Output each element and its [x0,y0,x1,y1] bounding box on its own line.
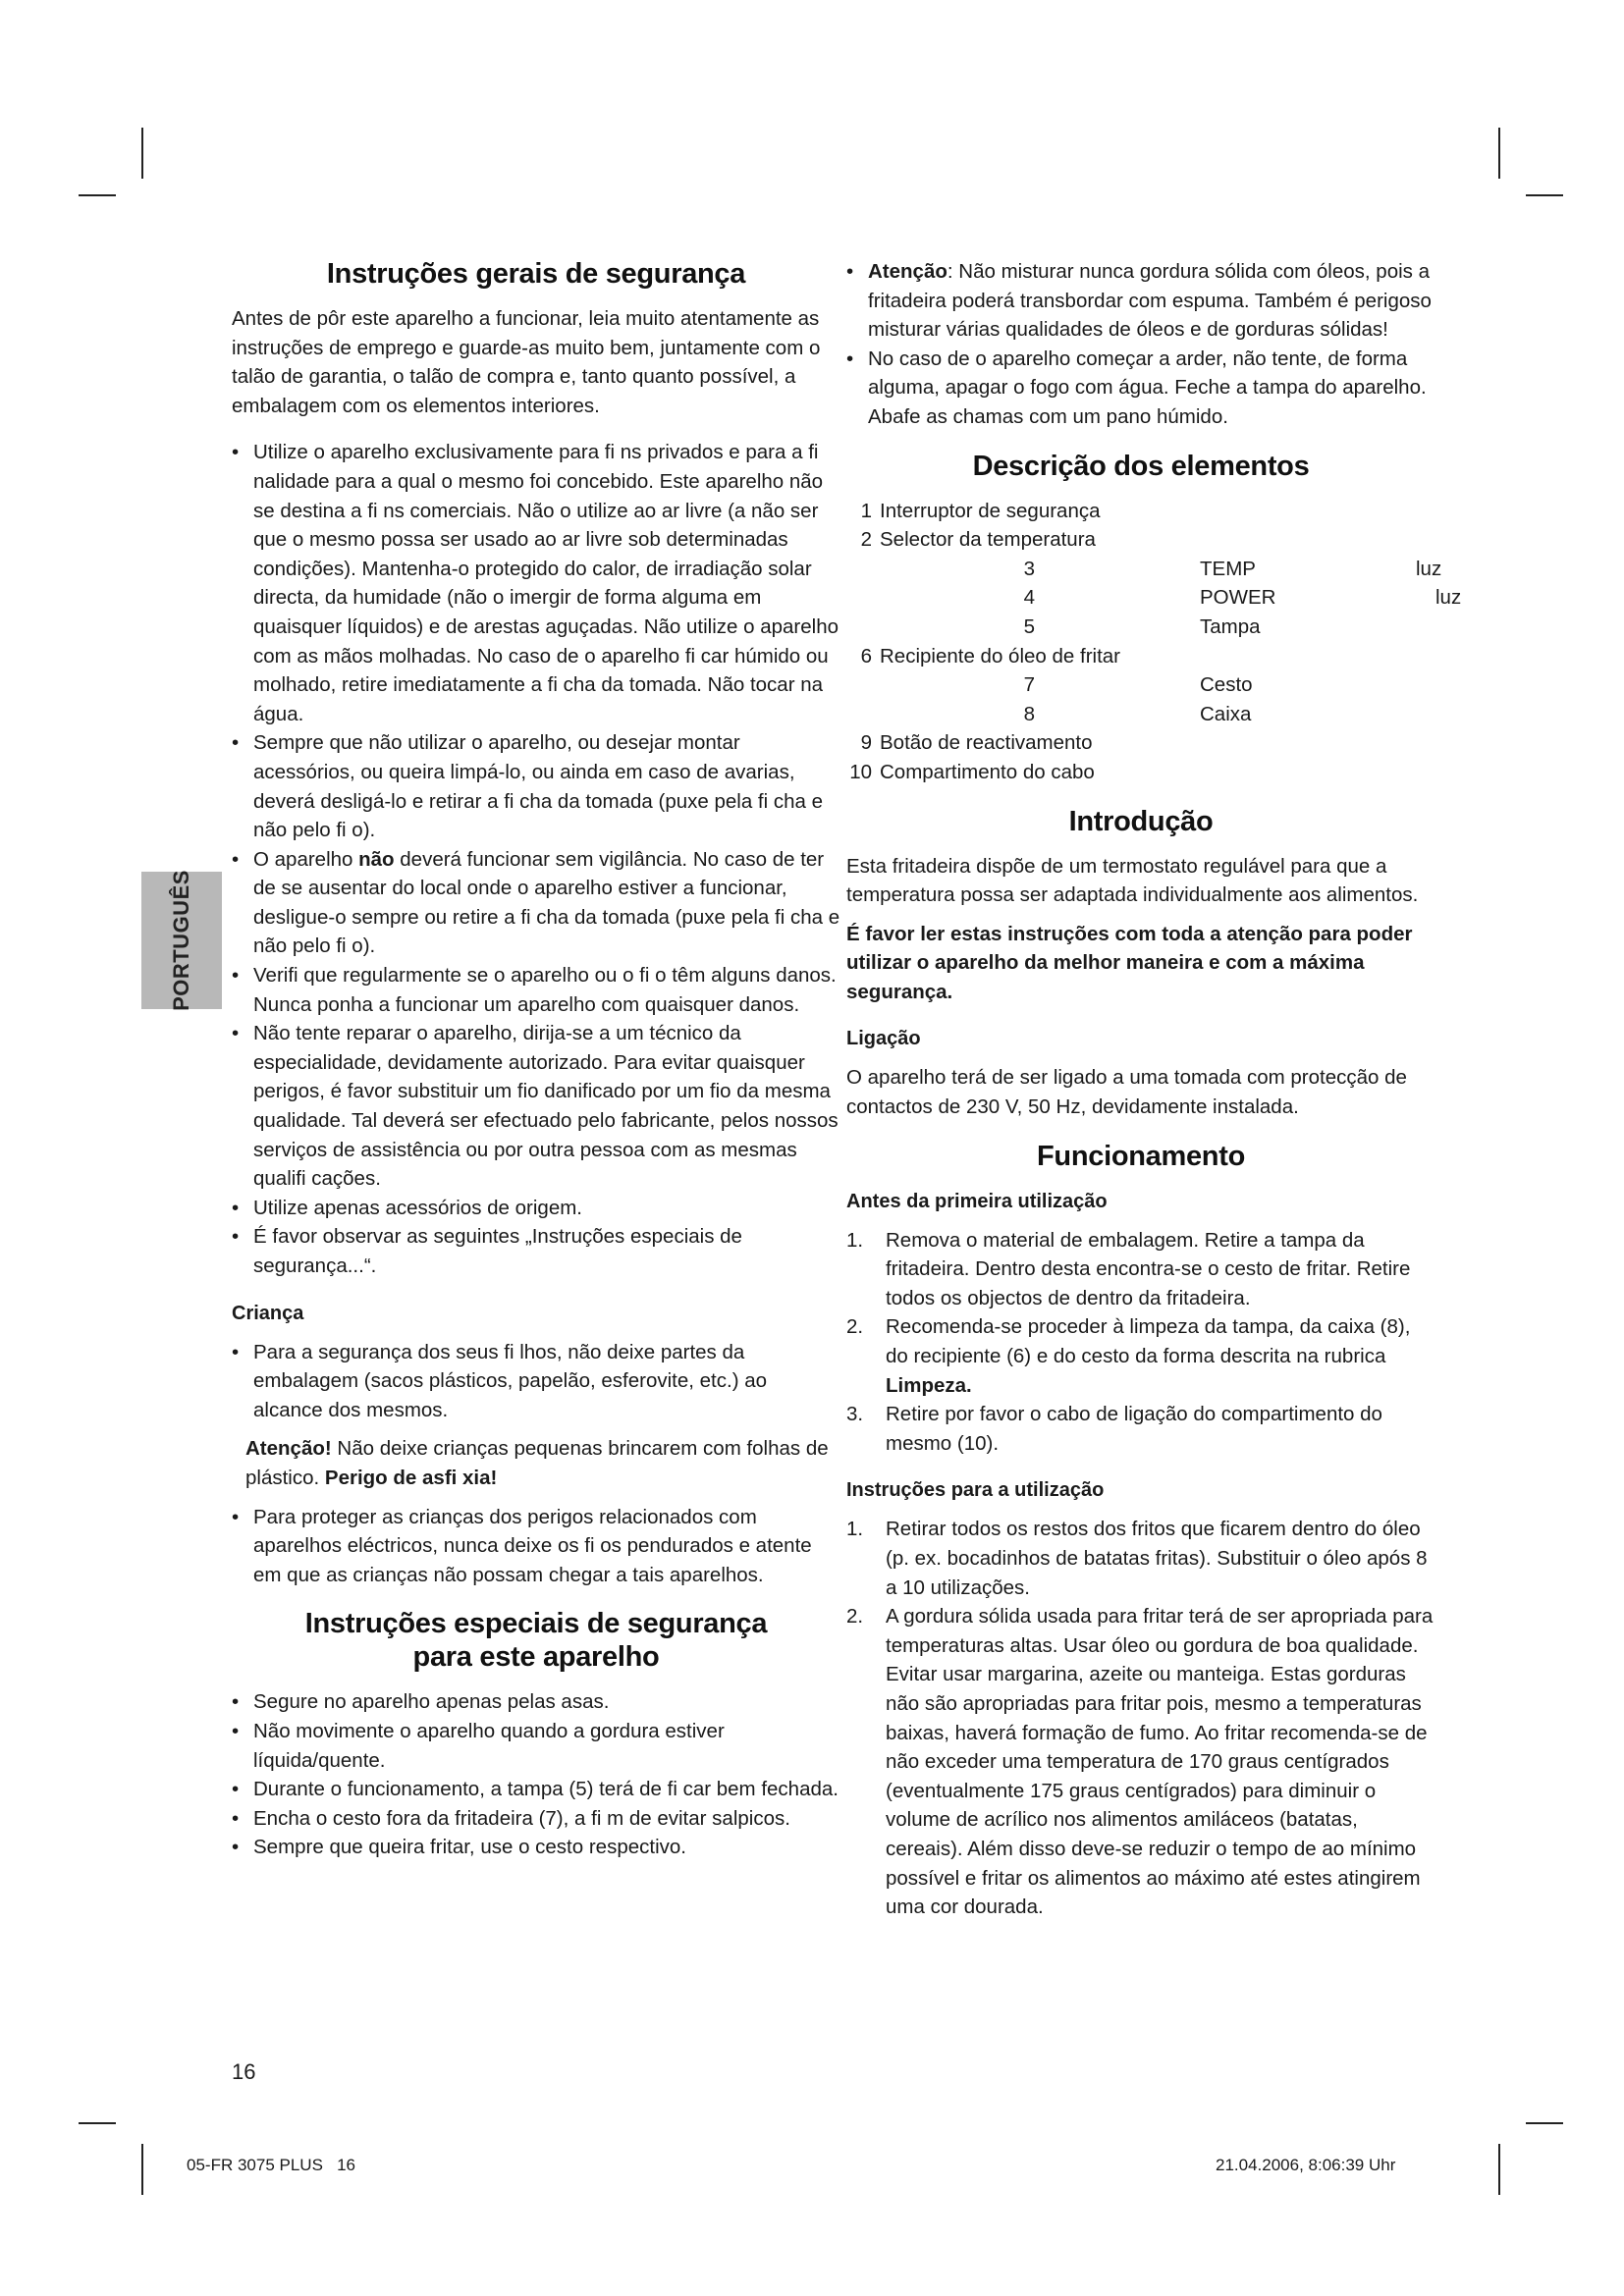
step-number: 2. [846,1315,864,1339]
special-safety-list [232,1687,840,1862]
list-item [846,1602,1435,1922]
suffocation-warning: Perigo de asfi xia! [324,1466,498,1489]
warning-label: Atenção! [245,1437,332,1461]
step-number: 1. [846,1228,864,1252]
language-tab [141,872,222,1009]
supervision-post: deverá funcionar sem vigilância. No caso de ter de se ausentar do local onde o aparelho estiver a funcionar, desligue-o sempre ou retire a fi cha da tomada (puxe pela fi cha e não pelo fi o). [253,847,840,958]
element-label: Selector da temperatura [880,528,1096,552]
list-item [846,758,1435,787]
child-warning [232,1434,840,1492]
elements-list [846,497,1462,787]
list-item: • Utilize apenas acessórios de origem. [232,1194,840,1223]
special-safety-title [232,1607,840,1674]
list-item: • Segure no aparelho apenas pelas asas. [232,1687,840,1717]
language-tab-label: PORTUGUÊS [169,870,193,1011]
list-item [846,1312,1435,1400]
list-item: • Encha o cesto fora da fritadeira (7), a fi m de evitar salpicos. [232,1804,840,1834]
step-bold: Limpeza. [886,1373,972,1397]
list-item: • Não tente reparar o aparelho, dirija-se a um técnico da especialidade, devidamente autorizado. Para evitar quaisquer perigos, é favor substituir um fio danificado por um fio da mesma qualidade. Tal deverá ser efectuado pelo fabricante, pelos nossos serviços de assistência ou por outra pessoa com as mesmas qualifi cações. [232,1019,840,1194]
first-use-steps [846,1226,1435,1459]
element-label: Recipiente do óleo de fritar [880,644,1121,667]
left-column [232,257,840,1862]
element-label: Interruptor de segurança [880,499,1101,522]
step-number: 2. [846,1605,864,1629]
supervision-bold: não [358,847,395,871]
element-number: 7 [1023,673,1035,697]
list-item [846,497,1435,526]
usage-steps [846,1515,1435,1921]
first-use-heading: Antes da primeira utilização [846,1190,1108,1212]
crop-mark [141,2144,143,2195]
list-item [232,845,840,961]
connection-text: O aparelho terá de ser ligado a uma tomada com protecção de contactos de 230 V, 50 Hz, devidamente instalada. [846,1066,1407,1119]
element-number: 4 [1023,586,1035,610]
step-text: Remova o material de embalagem. Retire a tampa da fritadeira. Dentro desta encontra-se o cesto de fritar. Retire todos os objectos de dentro da fritadeira. [886,1228,1411,1309]
list-item [846,257,1435,345]
element-number: 9 [860,731,872,755]
list-item [846,555,1442,584]
attention-text: : Não misturar nunca gordura sólida com óleos, pois a fritadeira poderá transbordar com espuma. Também é perigoso misturar várias qualidades de óleos e de gorduras sólidas! [868,260,1432,342]
list-item: • Sempre que queira fritar, use o cesto respectivo. [232,1833,840,1862]
crop-mark [141,128,143,179]
list-item [846,642,1435,671]
usage-heading: Instruções para a utilização [846,1479,1105,1502]
list-item [846,1515,1435,1602]
connection-heading: Ligação [846,1028,921,1050]
element-number: 3 [1023,557,1035,580]
page-number: 16 [232,2059,256,2084]
element-code: TEMP [1200,557,1256,580]
attention-label: Atenção [868,260,947,283]
list-item [846,583,1462,613]
element-code: Tampa [1200,614,1261,638]
list-item [846,525,1435,555]
child-list [232,1338,840,1425]
crop-mark [79,2122,116,2124]
step-number: 1. [846,1518,864,1541]
general-safety-list [232,438,840,1280]
element-extra: luz [1435,586,1462,610]
special-safety-title-line2: para este aparelho [412,1641,660,1674]
general-safety-title: Instruções gerais de segurança [326,258,746,290]
warning-text: Não deixe crianças pequenas brincarem com folhas de plástico. [245,1437,829,1489]
list-item: • Utilize o aparelho exclusivamente para fi ns privados e para a fi nalidade para a qual o mesmo foi concebido. Este aparelho não se destina a fi ns comerciais. Não o utilize ao ar livre (a não ser que o mesmo possa ser usado ao ar livre sob determinadas condições). Mantenha-o protegido do calor, de irradiação solar directa, da humidade (não o imergir de forma alguma em quaisquer líquidos) e de arestas aguçadas. Não utilize o aparelho com as mãos molhadas. No caso de o aparelho fi car húmido ou molhado, retire imediatamente a fi cha da tomada. Não tocar na água. [232,438,840,728]
list-item [846,728,1435,758]
element-number: 2 [860,528,872,552]
intro-bold-note: É favor ler estas instruções com toda a atenção para poder utilizar o aparelho da melhor maneira e com a máxima segurança. [846,922,1413,1003]
list-item: • Para proteger as crianças dos perigos relacionados com aparelhos eléctricos, nunca deixe os fi os pendurados e atente em que as crianças não possam chegar a tais aparelhos. [232,1503,840,1590]
element-code: POWER [1200,586,1276,610]
step-number: 3. [846,1403,864,1426]
intro-text: Esta fritadeira dispõe de um termostato regulável para que a temperatura possa ser adaptada individualmente aos alimentos. [846,854,1419,907]
step-text: Recomenda-se proceder à limpeza da tampa, da caixa (8), do recipiente (6) e do cesto da forma descrita na rubrica [886,1315,1411,1368]
element-number: 1 [860,499,872,522]
child-list-2 [232,1503,840,1590]
element-number: 10 [849,760,872,783]
general-safety-intro: Antes de pôr este aparelho a funcionar, leia muito atentamente as instruções de emprego e guarde-as muito bem, juntamente com o talão de garantia, o talão de compra e, tanto quanto possível, a embalagem com os elementos interiores. [232,307,821,417]
special-safety-list-cont [846,257,1435,432]
footer-right: 21.04.2006, 8:06:39 Uhr [1216,2156,1396,2174]
step-text: Retirar todos os restos dos fritos que ficarem dentro do óleo (p. ex. bocadinhos de batatas fritas). Substituir o óleo após 8 a 10 utilizações. [886,1518,1428,1599]
list-item: • Durante o funcionamento, a tampa (5) terá de fi car bem fechada. [232,1775,840,1804]
child-heading: Criança [232,1302,304,1324]
special-safety-title-line1: Instruções especiais de segurança [304,1608,768,1640]
list-item [846,1400,1435,1458]
crop-mark [1526,194,1563,196]
list-item: • No caso de o aparelho começar a arder, não tente, de forma alguma, apagar o fogo com água. Feche a tampa do aparelho. Abafe as chamas com um pano húmido. [846,345,1435,432]
list-item [846,613,1435,642]
element-code: Caixa [1200,702,1252,725]
list-item [846,700,1435,729]
crop-mark [1498,2144,1500,2195]
list-item: • Não movimente o aparelho quando a gordura estiver líquida/quente. [232,1717,840,1775]
elements-title: Descrição dos elementos [972,450,1310,482]
step-text: Retire por favor o cabo de ligação do compartimento do mesmo (10). [886,1403,1382,1455]
right-column [846,257,1462,1922]
footer-left: 05-FR 3075 PLUS 16 [187,2156,355,2174]
list-item: • Sempre que não utilizar o aparelho, ou desejar montar acessórios, ou queira limpá-lo, ou ainda em caso de avarias, deverá desligá-lo e retirar a fi cha da tomada (puxe pela fi cha e não pelo fi o). [232,728,840,844]
element-label: Botão de reactivamento [880,731,1093,755]
operation-title: Funcionamento [1037,1140,1245,1172]
intro-title: Introdução [1068,805,1214,837]
element-extra: luz [1416,557,1442,580]
element-number: 8 [1023,702,1035,725]
list-item: • Verifi que regularmente se o aparelho ou o fi o têm alguns danos. Nunca ponha a funcionar um aparelho com quaisquer danos. [232,961,840,1019]
element-number: 6 [860,644,872,667]
element-code: Cesto [1200,673,1253,697]
crop-mark [79,194,116,196]
list-item: • Para a segurança dos seus fi lhos, não deixe partes da embalagem (sacos plásticos, papelão, esferovite, etc.) ao alcance dos mesmos. [232,1338,840,1425]
step-text: A gordura sólida usada para fritar terá de ser apropriada para temperaturas altas. Usar óleo ou gordura de boa qualidade. Evitar usar margarina, azeite ou manteiga. Estas gorduras não são apropriadas para fritar pois, mesmo a temperaturas baixas, haverá formação de fumo. Ao fritar recomenda-se de não exceder uma temperatura de 170 graus centígrados (eventualmente 175 graus centígrados) para diminuir o volume de acrílico nos alimentos amiláceos (batatas, cereais). Além disso deve-se reduzir o tempo de ao mínimo possível e fritar os alimentos ao máximo até estes atingirem uma cor dourada. [886,1605,1434,1919]
list-item [846,1226,1435,1313]
list-item [846,670,1435,700]
element-number: 5 [1023,614,1035,638]
element-label: Compartimento do cabo [880,760,1095,783]
supervision-pre: O aparelho [253,847,359,871]
list-item: • É favor observar as seguintes „Instruções especiais de segurança...“. [232,1222,840,1280]
crop-mark [1526,2122,1563,2124]
crop-mark [1498,128,1500,179]
